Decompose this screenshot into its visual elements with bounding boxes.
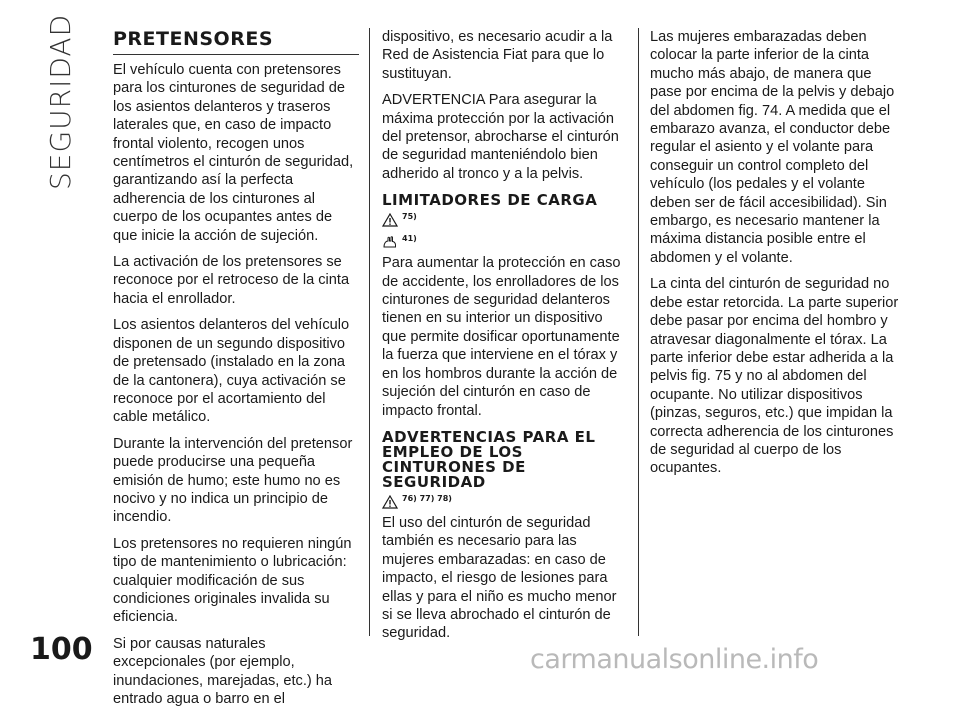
paragraph: Los pretensores no requieren ningún tipo de mantenimiento o lubricación: cualquier modificación de sus condiciones originales invalida su eficiencia. <box>113 535 352 626</box>
column-divider <box>369 28 370 636</box>
warning-triangle-icon <box>382 213 398 227</box>
warning-reference <box>382 492 628 512</box>
page-number: 100 <box>30 632 93 667</box>
paragraph: El uso del cinturón de seguridad también es necesario para las mujeres embarazadas: en caso de impacto, el riesgo de lesiones para ellas y para el niño es mucho menor si se lleva abrochado el cinturón de seguridad. <box>382 514 617 642</box>
caution-reference-number: 41) <box>402 234 417 244</box>
column-1 <box>113 28 359 716</box>
column-2 <box>382 28 628 651</box>
section-side-title-text: SEGURIDAD <box>44 13 77 190</box>
heading-advertencias-cinturones: ADVERTENCIAS PARA EL EMPLEO DE LOS CINTURONES DE SEGURIDAD <box>382 427 596 491</box>
paragraph: Para aumentar la protección en caso de accidente, los enrolladores de los cinturones de seguridad delanteros tienen en su interior un dispositivo que permite dosificar oportunamente la fuerza que interviene en el tórax y en los hombros durante la acción de sujeción del cinturón en caso de impacto frontal. <box>382 255 621 419</box>
caution-reference <box>382 232 628 252</box>
paragraph: Si por causas naturales excepcionales (por ejemplo, inundaciones, marejadas, etc.) ha entrado agua o barro en el <box>113 635 333 707</box>
section-side-title <box>44 13 102 190</box>
column-divider <box>638 28 639 636</box>
paragraph: Las mujeres embarazadas deben colocar la parte inferior de la cinta mucho más abajo, de manera que pase por encima de la pelvis y debajo del abdomen fig. 74. A medida que el embarazo avanza, el conductor debe regular el asiento y el volante para conseguir un control completo del vehículo (los pedales y el volante deben ser de fácil accesibilidad). Sin embargo, es necesario mantener la máxima distancia posible entre el abdomen y el volante. <box>650 29 895 266</box>
section-heading-pretensores: PRETENSORES <box>113 28 359 55</box>
heading-limitadores-de-carga: LIMITADORES DE CARGA <box>382 191 598 210</box>
column-3 <box>650 28 900 486</box>
paragraph: dispositivo, es necesario acudir a la Red de Asistencia Fiat para que lo sustituyan. <box>382 29 613 82</box>
paragraph: La activación de los pretensores se reconoce por el retroceso de la cinta hacia el enrollador. <box>113 254 350 307</box>
site-watermark: carmanualsonline.info <box>530 644 819 675</box>
paragraph: ADVERTENCIA Para asegurar la máxima protección por la activación del pretensor, abrocharse el cinturón de seguridad manteniéndolo bien adherido al tronco y a la pelvis. <box>382 92 619 182</box>
paragraph: Los asientos delanteros del vehículo disponen de un segundo dispositivo de pretensado (instalado en la zona de la cantonera), cuya activación se reconoce por el acortamiento del cable metálico. <box>113 317 350 426</box>
warning-reference <box>382 210 628 230</box>
paragraph: El vehículo cuenta con pretensores para los cinturones de seguridad de los asientos delanteros y traseros laterales que, en caso de impacto frontal violento, recogen unos centímetros el cinturón de seguridad, garantizando así la perfecta adherencia de los cinturones al cuerpo de los ocupantes antes de que inicie la acción de sujeción. <box>113 62 354 244</box>
paragraph: La cinta del cinturón de seguridad no debe estar retorcida. La parte superior debe pasar por encima del hombro y atravesar diagonalmente el tórax. La parte inferior debe estar adherida a la pelvis fig. 75 y no al abdomen del ocupante. No utilizar dispositivos (pinzas, seguros, etc.) que impidan la correcta adherencia de los cinturones de seguridad al cuerpo de los ocupantes. <box>650 276 899 477</box>
warning-triangle-icon <box>382 495 398 509</box>
paragraph: Durante la intervención del pretensor puede producirse una pequeña emisión de humo; este humo no es nocivo y no indica un principio de incendio. <box>113 435 353 526</box>
warning-reference-number: 75) <box>402 212 417 222</box>
caution-hand-icon <box>382 235 398 249</box>
warning-reference-number: 76) 77) 78) <box>402 493 452 503</box>
